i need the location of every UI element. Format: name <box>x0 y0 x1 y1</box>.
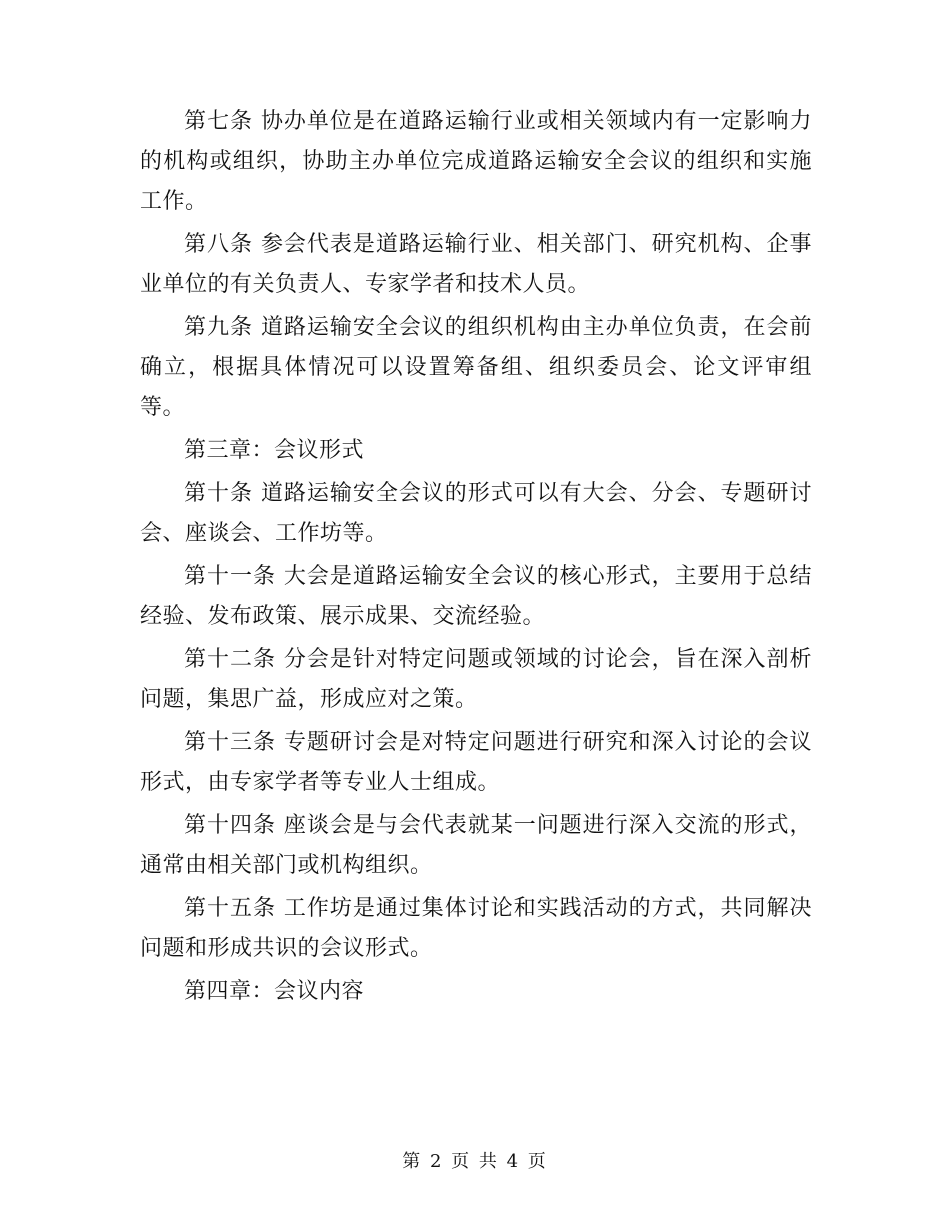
article-text: 参会代表是道路运输行业、相关部门、研究机构、企事业单位的有关负责人、专家学者和技术人员。 <box>140 232 812 297</box>
article-14 <box>140 806 812 886</box>
article-text: 道路运输安全会议的形式可以有大会、分会、专题研讨会、座谈会、工作坊等。 <box>140 481 812 546</box>
article-label: 第十二条 <box>184 647 276 672</box>
article-12 <box>140 640 812 720</box>
article-15 <box>140 889 812 969</box>
article-13 <box>140 723 812 803</box>
article-text: 分会是针对特定问题或领域的讨论会，旨在深入剖析问题，集思广益，形成应对之策。 <box>140 647 812 712</box>
chapter-3-heading <box>140 431 812 471</box>
article-label: 第十条 <box>184 481 253 506</box>
article-11 <box>140 557 812 637</box>
article-label: 第十四条 <box>184 813 276 838</box>
article-label: 第十三条 <box>184 730 276 755</box>
article-text: 道路运输安全会议的组织机构由主办单位负责，在会前确立，根据具体情况可以设置筹备组、组织委员会、论文评审组等。 <box>140 315 812 420</box>
document-body <box>140 102 812 1015</box>
article-7 <box>140 102 812 222</box>
chapter-4-heading <box>140 972 812 1012</box>
article-text: 工作坊是通过集体讨论和实践活动的方式，共同解决问题和形成共识的会议形式。 <box>140 896 812 961</box>
article-label: 第九条 <box>184 315 253 340</box>
article-9 <box>140 308 812 428</box>
article-10 <box>140 474 812 554</box>
chapter-heading-text: 第三章：会议形式 <box>184 438 365 463</box>
article-text: 协办单位是在道路运输行业或相关领域内有一定影响力的机构或组织，协助主办单位完成道路运输安全会议的组织和实施工作。 <box>140 109 812 214</box>
article-label: 第十一条 <box>184 564 276 589</box>
article-text: 大会是道路运输安全会议的核心形式，主要用于总结经验、发布政策、展示成果、交流经验。 <box>140 564 812 629</box>
article-label: 第八条 <box>184 232 253 257</box>
article-label: 第十五条 <box>184 896 276 921</box>
article-text: 座谈会是与会代表就某一问题进行深入交流的形式，通常由相关部门或机构组织。 <box>140 813 812 878</box>
chapter-heading-text: 第四章：会议内容 <box>184 979 365 1004</box>
article-text: 专题研讨会是对特定问题进行研究和深入讨论的会议形式，由专家学者等专业人士组成。 <box>140 730 812 795</box>
article-8 <box>140 225 812 305</box>
article-label: 第七条 <box>184 109 253 134</box>
page-footer: 第 2 页 共 4 页 <box>402 1151 548 1172</box>
